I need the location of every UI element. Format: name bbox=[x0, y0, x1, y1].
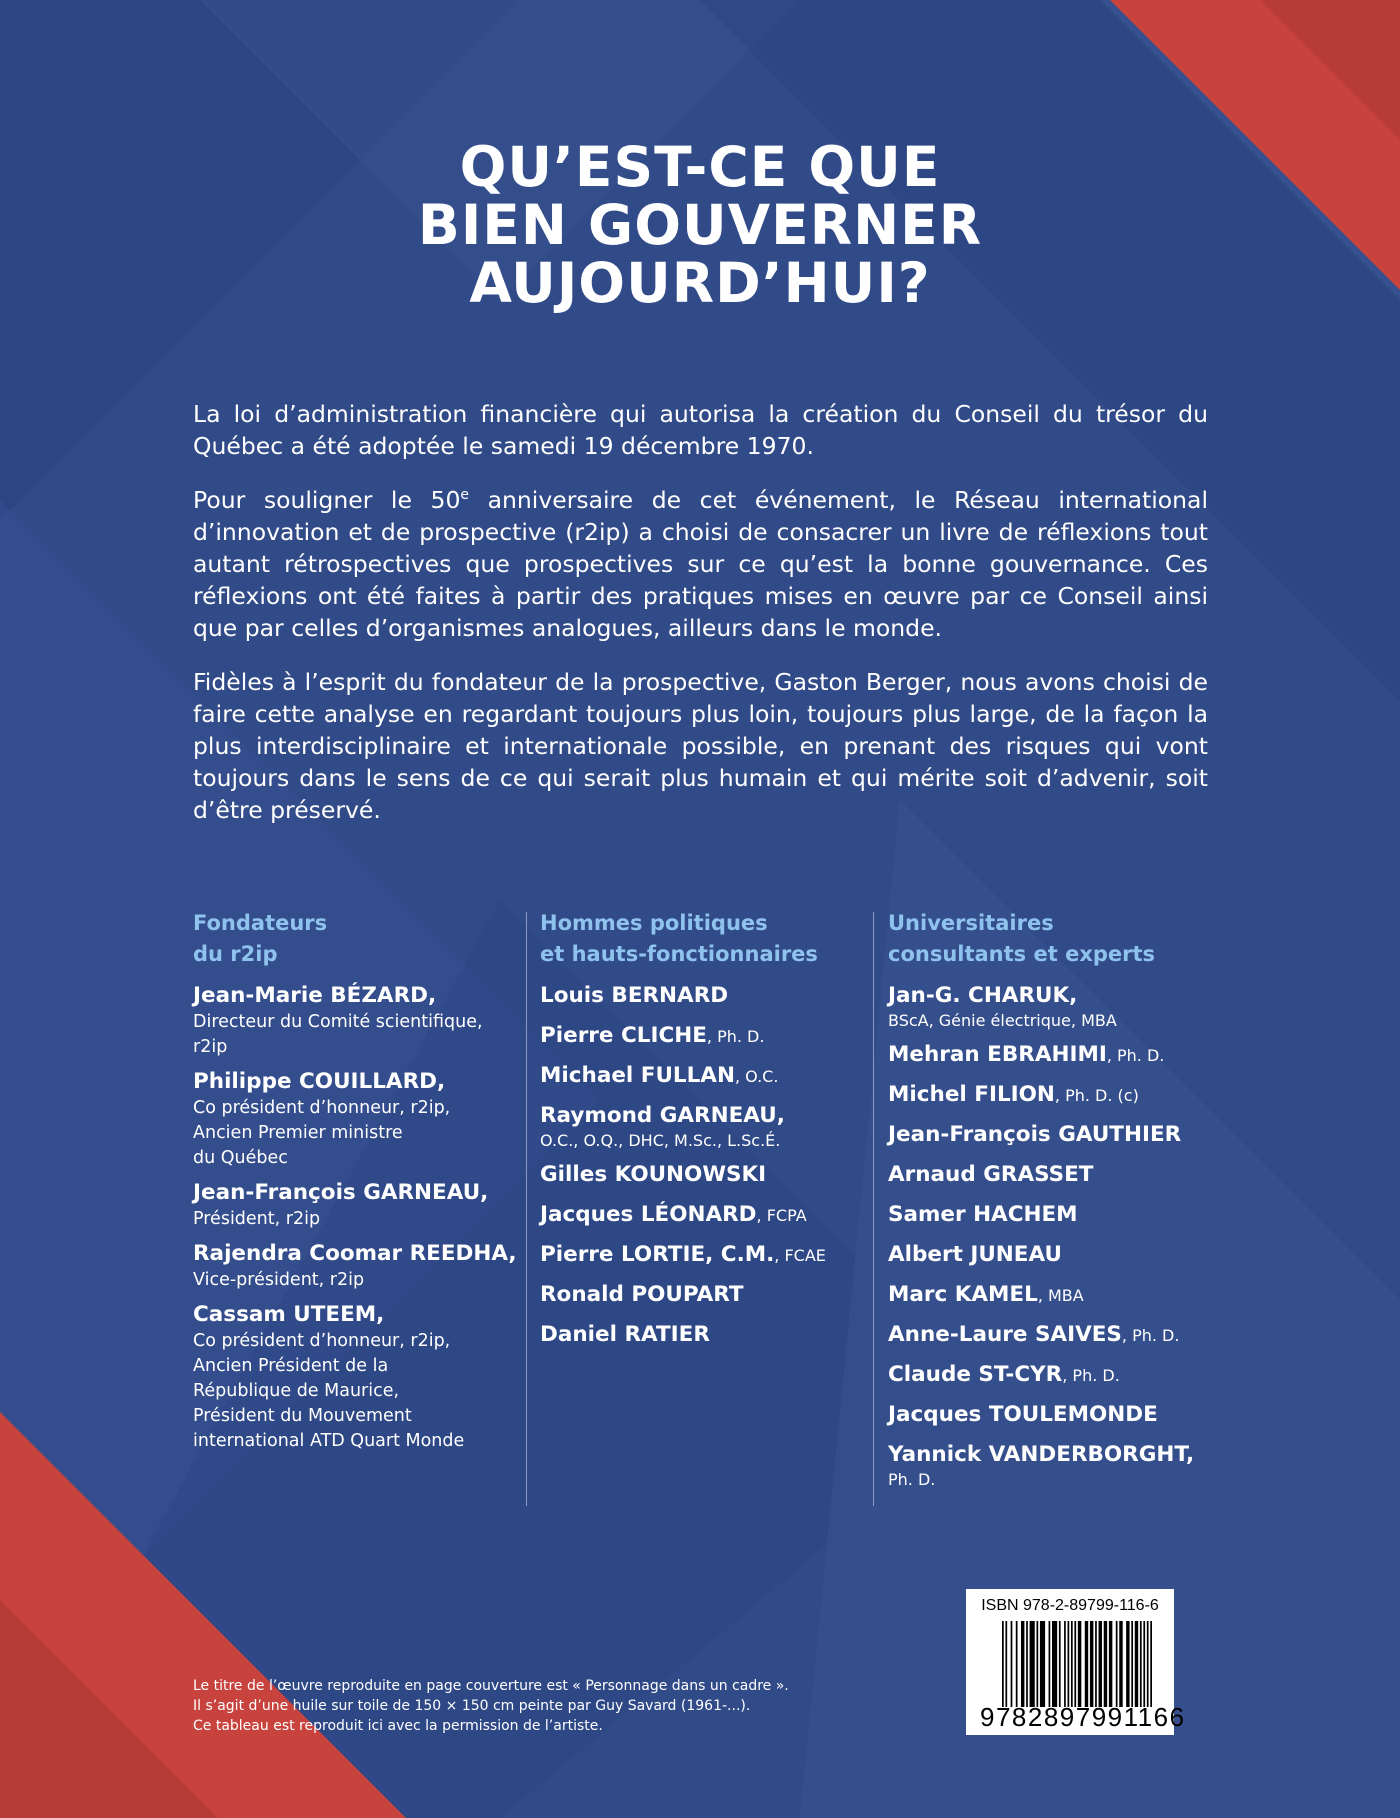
politicians-column bbox=[540, 908, 870, 1361]
barcode-bar bbox=[1078, 1621, 1081, 1707]
person-name: Pierre CLICHE bbox=[540, 1023, 707, 1048]
person-entry bbox=[888, 1121, 1228, 1150]
barcode-bar bbox=[1005, 1621, 1007, 1707]
person-entry bbox=[888, 1401, 1228, 1430]
person-entry bbox=[540, 1321, 870, 1350]
person-entry bbox=[540, 1281, 870, 1310]
heading-line: du r2ip bbox=[193, 942, 278, 966]
barcode-bar bbox=[1135, 1621, 1138, 1707]
heading-line: Hommes politiques bbox=[540, 911, 768, 935]
intro-paragraph bbox=[193, 484, 1208, 644]
isbn-barcode-box bbox=[966, 1589, 1186, 1735]
person-entry bbox=[193, 982, 523, 1060]
barcode-bar bbox=[1040, 1621, 1045, 1707]
barcode-bar bbox=[1068, 1621, 1070, 1707]
person-name: Michael FULLAN bbox=[540, 1063, 735, 1088]
person-name: Ronald POUPART bbox=[540, 1282, 744, 1307]
column-heading bbox=[193, 908, 523, 970]
person-name: Gilles KOUNOWSKI bbox=[540, 1162, 767, 1187]
credit-line: Le titre de l’œuvre reproduite en page couverture est « Personnage dans un cadre ». bbox=[193, 1678, 789, 1694]
person-entry bbox=[888, 1161, 1228, 1190]
person-credential: O.C., O.Q., DHC, M.Sc., L.Sc.É. bbox=[540, 1131, 781, 1150]
person-name: Samer HACHEM bbox=[888, 1202, 1078, 1227]
person-credential: , Ph. D. bbox=[706, 1027, 765, 1046]
person-entry bbox=[540, 1102, 870, 1150]
person-entry bbox=[888, 1241, 1228, 1270]
person-role: Ancien Président de la bbox=[193, 1356, 389, 1376]
person-name: Arnaud GRASSET bbox=[888, 1162, 1094, 1187]
person-credential: , Ph. D. (c) bbox=[1054, 1086, 1139, 1105]
column-divider bbox=[873, 912, 874, 1506]
ordinal-superscript: e bbox=[460, 487, 470, 504]
intro-text bbox=[193, 398, 1208, 848]
person-credential: Ph. D. bbox=[888, 1470, 936, 1489]
barcode-bar bbox=[1116, 1621, 1118, 1707]
barcode-bar bbox=[1119, 1621, 1122, 1707]
book-title bbox=[300, 135, 1100, 315]
person-entry bbox=[888, 1281, 1228, 1310]
barcode-graphic bbox=[1002, 1621, 1152, 1707]
person-credential: , FCAE bbox=[774, 1246, 826, 1265]
barcode-bar bbox=[1011, 1621, 1013, 1707]
barcode-bar bbox=[1131, 1621, 1133, 1707]
person-role: Co président d’honneur, r2ip, bbox=[193, 1331, 451, 1351]
barcode-bar bbox=[1059, 1621, 1061, 1707]
person-role: Vice-président, r2ip bbox=[193, 1270, 365, 1290]
person-credential: , FCPA bbox=[756, 1206, 807, 1225]
person-entry bbox=[888, 1081, 1228, 1110]
person-credential: , Ph. D. bbox=[1106, 1046, 1165, 1065]
title-line: BIEN GOUVERNER bbox=[417, 193, 983, 257]
barcode-bar bbox=[1140, 1621, 1142, 1707]
person-role: Directeur du Comité scientifique, bbox=[193, 1012, 483, 1032]
intro-paragraph: Fidèles à l’esprit du fondateur de la prospective, Gaston Berger, nous avons choisi de faire cette analyse en regardant toujours plus loin, toujours plus large, de la façon la plus interdisciplinaire et internationale possible, en prenant des risques qui vont toujours dans le sens de ce qui serait plus humain et qui mérite soit d’advenir, soit d’être préservé. bbox=[193, 668, 1208, 824]
credit-line: Il s’agit d’une huile sur toile de 150 × 150 cm peinte par Guy Savard (1961-...). bbox=[193, 1698, 751, 1714]
person-entry bbox=[888, 982, 1228, 1030]
barcode-bar bbox=[1126, 1621, 1129, 1707]
person-entry bbox=[540, 1241, 870, 1270]
person-entry bbox=[193, 1240, 523, 1293]
person-entry bbox=[193, 1301, 523, 1454]
person-entry bbox=[540, 1201, 870, 1230]
artwork-credit bbox=[193, 1676, 833, 1736]
person-entry bbox=[888, 1441, 1228, 1489]
barcode-bar bbox=[1071, 1621, 1073, 1707]
person-entry bbox=[193, 1068, 523, 1171]
person-role: international ATD Quart Monde bbox=[193, 1431, 465, 1451]
person-name: Jacques TOULEMONDE bbox=[888, 1402, 1158, 1427]
person-role: du Québec bbox=[193, 1148, 288, 1168]
person-name: Louis BERNARD bbox=[540, 983, 729, 1008]
person-role: Ancien Premier ministre bbox=[193, 1123, 403, 1143]
intro-text-part: anniversaire de cet événement, le Réseau international d’innovation et de prospective (r2ip) a choisi de consacrer un livre de réflexions tout autant rétrospectives que prospectives sur ce qu’est la bonne gouvernance. Ces réflexions ont été faites à partir des pratiques mises en œuvre par ce Conseil ainsi que par celles d’organismes analogues, ailleurs dans le monde. bbox=[193, 486, 1208, 642]
person-name: Mehran EBRAHIMI bbox=[888, 1042, 1107, 1067]
person-name: Albert JUNEAU bbox=[888, 1242, 1062, 1267]
person-entry bbox=[888, 1321, 1228, 1350]
barcode-bar bbox=[1021, 1621, 1024, 1707]
barcode-bar bbox=[1109, 1621, 1112, 1707]
person-name: Cassam UTEEM, bbox=[193, 1302, 385, 1327]
barcode-bar bbox=[1090, 1621, 1093, 1707]
barcode-bar bbox=[1030, 1621, 1035, 1707]
founders-column bbox=[193, 908, 523, 1462]
person-name: Jean-Marie BÉZARD, bbox=[193, 983, 437, 1008]
barcode-bar bbox=[1049, 1621, 1051, 1707]
person-role: Président du Mouvement bbox=[193, 1406, 412, 1426]
person-role: République de Maurice, bbox=[193, 1381, 400, 1401]
person-role: r2ip bbox=[193, 1037, 228, 1057]
person-entry bbox=[540, 982, 870, 1011]
person-name: Marc KAMEL bbox=[888, 1282, 1038, 1307]
person-entry bbox=[888, 1201, 1228, 1230]
person-entry bbox=[193, 1179, 523, 1232]
person-entry bbox=[540, 1062, 870, 1091]
heading-line: et hauts-fonctionnaires bbox=[540, 942, 818, 966]
person-name: Pierre LORTIE, C.M. bbox=[540, 1242, 775, 1267]
barcode-bar bbox=[1104, 1621, 1107, 1707]
isbn-label: ISBN 978-2-89799-116-6 bbox=[981, 1597, 1159, 1614]
heading-line: Fondateurs bbox=[193, 911, 328, 935]
person-entry bbox=[540, 1161, 870, 1190]
credit-line: Ce tableau est reproduit ici avec la permission de l’artiste. bbox=[193, 1718, 603, 1734]
person-entry bbox=[888, 1361, 1228, 1390]
barcode-bar bbox=[1099, 1621, 1102, 1707]
intro-paragraph: La loi d’administration financière qui autorisa la création du Conseil du trésor du Québec a été adoptée le samedi 19 décembre 1970. bbox=[193, 400, 1208, 460]
person-credential: , Ph. D. bbox=[1121, 1326, 1180, 1345]
barcode-bar bbox=[1143, 1621, 1145, 1707]
person-name: Michel FILION bbox=[888, 1082, 1055, 1107]
person-role: Co président d’honneur, r2ip, bbox=[193, 1098, 451, 1118]
heading-line: consultants et experts bbox=[888, 942, 1156, 966]
person-credential: BScA, Génie électrique, MBA bbox=[888, 1011, 1117, 1030]
person-name: Jacques LÉONARD bbox=[540, 1202, 757, 1227]
person-name: Daniel RATIER bbox=[540, 1322, 710, 1347]
column-heading bbox=[888, 908, 1228, 970]
academics-column bbox=[888, 908, 1228, 1500]
intro-text-part: Pour souligner le 50 bbox=[193, 486, 461, 514]
person-name: Jean-François GAUTHIER bbox=[888, 1122, 1182, 1147]
column-divider bbox=[526, 912, 527, 1506]
title-line: QU’EST-CE QUE bbox=[459, 135, 941, 199]
barcode-bar bbox=[1016, 1621, 1018, 1707]
title-line: AUJOURD’HUI? bbox=[469, 251, 931, 315]
barcode-bar bbox=[1095, 1621, 1097, 1707]
person-name: Anne-Laure SAIVES bbox=[888, 1322, 1122, 1347]
barcode-bar bbox=[1036, 1621, 1038, 1707]
person-name: Rajendra Coomar REEDHA, bbox=[193, 1241, 517, 1266]
person-name: Yannick VANDERBORGHT, bbox=[888, 1442, 1195, 1467]
person-name: Claude ST-CYR bbox=[888, 1362, 1063, 1387]
person-credential: , O.C. bbox=[734, 1067, 779, 1086]
person-role: Président, r2ip bbox=[193, 1209, 321, 1229]
barcode-bar bbox=[1074, 1621, 1076, 1707]
barcode-bar bbox=[1026, 1621, 1028, 1707]
barcode-bar bbox=[1002, 1621, 1004, 1707]
person-name: Jean-François GARNEAU, bbox=[193, 1180, 489, 1205]
column-heading bbox=[540, 908, 870, 970]
person-credential: , Ph. D. bbox=[1062, 1366, 1120, 1385]
heading-line: Universitaires bbox=[888, 911, 1054, 935]
person-name: Raymond GARNEAU, bbox=[540, 1103, 785, 1128]
person-name: Jan-G. CHARUK, bbox=[888, 983, 1078, 1008]
barcode-bar bbox=[1052, 1621, 1057, 1707]
person-entry bbox=[540, 1022, 870, 1051]
person-entry bbox=[888, 1041, 1228, 1070]
barcode-bar bbox=[1150, 1621, 1152, 1707]
barcode-bar bbox=[1085, 1621, 1088, 1707]
barcode-bar bbox=[1147, 1621, 1149, 1707]
isbn-digits: 9782897991166 bbox=[980, 1702, 1186, 1732]
person-credential: , MBA bbox=[1037, 1286, 1084, 1305]
person-name: Philippe COUILLARD, bbox=[193, 1069, 446, 1094]
barcode-bar bbox=[1064, 1621, 1066, 1707]
